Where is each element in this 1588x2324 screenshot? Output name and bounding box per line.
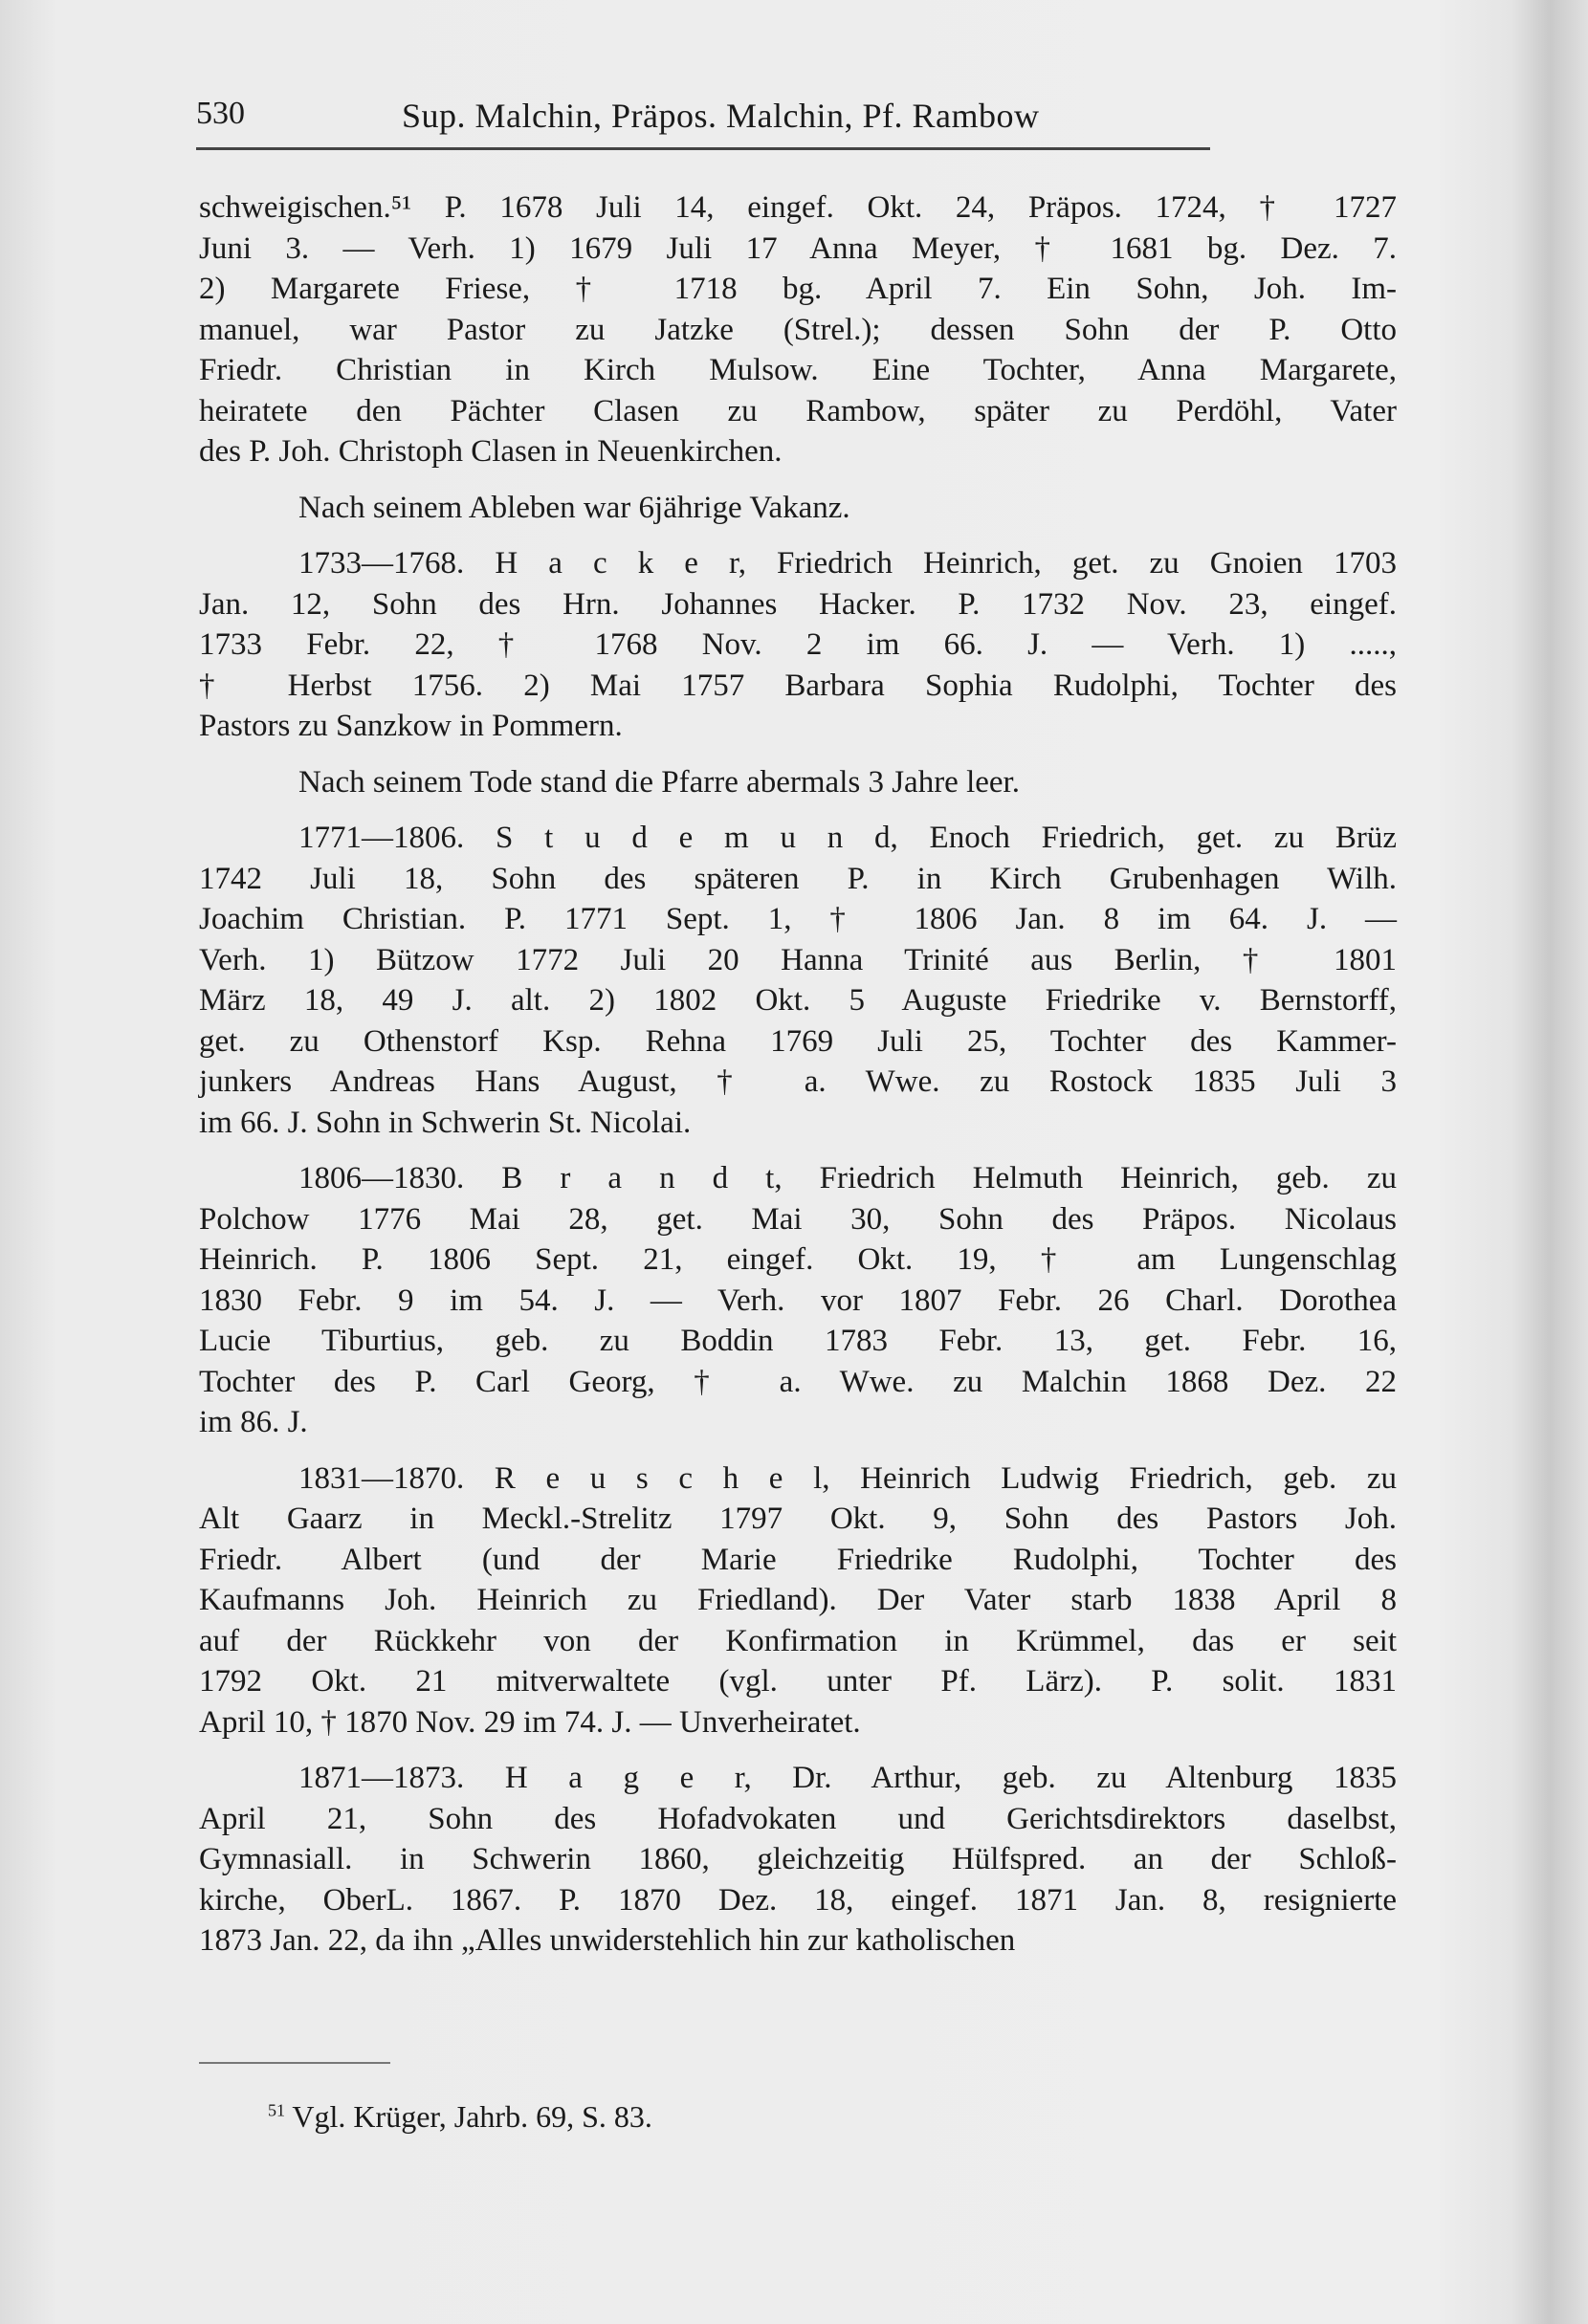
text-line: 1806—1830. B r a n d t, Friedrich Helmuth Heinrich, geb. zu (298, 1161, 1397, 1195)
page-header (196, 96, 1210, 145)
text-line: 1733 Febr. 22, † 1768 Nov. 2 im 66. J. — Verh. 1) ....., (199, 627, 1397, 662)
text-line: Jan. 12, Sohn des Hrn. Johannes Hacker. P. 1732 Nov. 23, eingef. (199, 586, 1397, 622)
text-line: Verh. 1) Bützow 1772 Juli 20 Hanna Trinité aus Berlin, † 1801 (199, 942, 1397, 977)
paragraph (199, 488, 1397, 529)
text-line: schweigischen.⁵¹ P. 1678 Juli 14, eingef. Okt. 24, Präpos. 1724, † 1727 (199, 190, 1397, 225)
text-line: † Herbst 1756. 2) Mai 1757 Barbara Sophia Rudolphi, Tochter des (199, 668, 1397, 703)
text-line: im 86. J. (199, 1405, 308, 1439)
text-line: manuel, war Pastor zu Jatzke (Strel.); dessen Sohn der P. Otto (199, 312, 1397, 347)
body-text (199, 187, 1397, 1977)
text-line: Tochter des P. Carl Georg, † a. Wwe. zu Malchin 1868 Dez. 22 (199, 1364, 1397, 1399)
text-line: Lucie Tiburtius, geb. zu Boddin 1783 Febr. 13, get. Febr. 16, (199, 1324, 1397, 1358)
footnote-rule (199, 2062, 390, 2064)
text-line: Pastors zu Sanzkow in Pommern. (199, 709, 623, 743)
text-line: 1792 Okt. 21 mitverwaltete (vgl. unter Pf. Lärz). P. solit. 1831 (199, 1664, 1397, 1699)
text-line: April 10, † 1870 Nov. 29 im 74. J. — Unverheiratet. (199, 1704, 861, 1740)
text-line: Friedr. Christian in Kirch Mulsow. Eine Tochter, Anna Margarete, (199, 353, 1397, 387)
text-line: 1873 Jan. 22, da ihn „Alles unwiderstehlich hin zur katholischen (199, 1923, 1016, 1958)
text-line: 1733—1768. H a c k e r, Friedrich Heinrich, get. zu Gnoien 1703 (298, 546, 1397, 581)
text-line: des P. Joh. Christoph Clasen in Neuenkirchen. (199, 434, 783, 469)
text-line: Joachim Christian. P. 1771 Sept. 1, † 1806 Jan. 8 im 64. J. — (199, 902, 1397, 936)
paragraph (199, 762, 1397, 803)
paragraph (199, 1158, 1397, 1443)
footnote-marker: 51 (268, 2100, 285, 2120)
running-title: Sup. Malchin, Präpos. Malchin, Pf. Rambow (402, 97, 1040, 135)
footnote-text: Vgl. Krüger, Jahrb. 69, S. 83. (292, 2099, 652, 2134)
text-line: junkers Andreas Hans August, † a. Wwe. zu Rostock 1835 Juli 3 (199, 1064, 1397, 1099)
footnote (268, 2099, 652, 2135)
paragraph (199, 187, 1397, 472)
text-line: 1871—1873. H a g e r, Dr. Arthur, geb. zu Altenburg 1835 (298, 1761, 1397, 1795)
text-line: 1830 Febr. 9 im 54. J. — Verh. vor 1807 Febr. 26 Charl. Dorothea (199, 1283, 1397, 1318)
text-line: Polchow 1776 Mai 28, get. Mai 30, Sohn des Präpos. Nicolaus (199, 1201, 1397, 1237)
text-line: im 66. J. Sohn in Schwerin St. Nicolai. (199, 1105, 692, 1140)
paragraph (199, 818, 1397, 1143)
text-line: auf der Rückkehr von der Konfirmation in Krümmel, das er seit (199, 1623, 1397, 1658)
page-number: 530 (196, 96, 245, 131)
text-line: Nach seinem Tode stand die Pfarre abermals 3 Jahre leer. (298, 764, 1020, 800)
header-rule (196, 147, 1210, 150)
text-line: 1742 Juli 18, Sohn des späteren P. in Kirch Grubenhagen Wilh. (199, 861, 1397, 896)
text-line: heiratete den Pächter Clasen zu Rambow, später zu Perdöhl, Vater (199, 393, 1397, 428)
text-line: 1831—1870. R e u s c h e l, Heinrich Ludwig Friedrich, geb. zu (298, 1460, 1397, 1496)
paragraph (199, 543, 1397, 747)
text-line: Juni 3. — Verh. 1) 1679 Juli 17 Anna Meyer, † 1681 bg. Dez. 7. (199, 230, 1397, 266)
paragraph (199, 1758, 1397, 1962)
text-line: Nach seinem Ableben war 6jährige Vakanz. (298, 490, 850, 525)
text-line: März 18, 49 J. alt. 2) 1802 Okt. 5 Auguste Friedrike v. Bernstorff, (199, 983, 1397, 1018)
text-line: April 21, Sohn des Hofadvokaten und Gerichtsdirektors daselbst, (199, 1801, 1397, 1836)
text-line: Kaufmanns Joh. Heinrich zu Friedland). Der Vater starb 1838 April 8 (199, 1583, 1397, 1617)
text-line: 1771—1806. S t u d e m u n d, Enoch Friedrich, get. zu Brüz (298, 821, 1397, 855)
text-line: Friedr. Albert (und der Marie Friedrike Rudolphi, Tochter des (199, 1542, 1397, 1577)
paragraph (199, 1458, 1397, 1743)
text-line: kirche, OberL. 1867. P. 1870 Dez. 18, eingef. 1871 Jan. 8, resignierte (199, 1882, 1397, 1918)
text-line: 2) Margarete Friese, † 1718 bg. April 7. Ein Sohn, Joh. Im- (199, 272, 1397, 306)
text-line: Alt Gaarz in Meckl.-Strelitz 1797 Okt. 9, Sohn des Pastors Joh. (199, 1502, 1397, 1536)
text-line: Heinrich. P. 1806 Sept. 21, eingef. Okt. 19, † am Lungenschlag (199, 1242, 1397, 1277)
text-line: Gymnasiall. in Schwerin 1860, gleichzeitig Hülfspred. an der Schloß- (199, 1842, 1397, 1876)
text-line: get. zu Othenstorf Ksp. Rehna 1769 Juli 25, Tochter des Kammer- (199, 1023, 1397, 1059)
